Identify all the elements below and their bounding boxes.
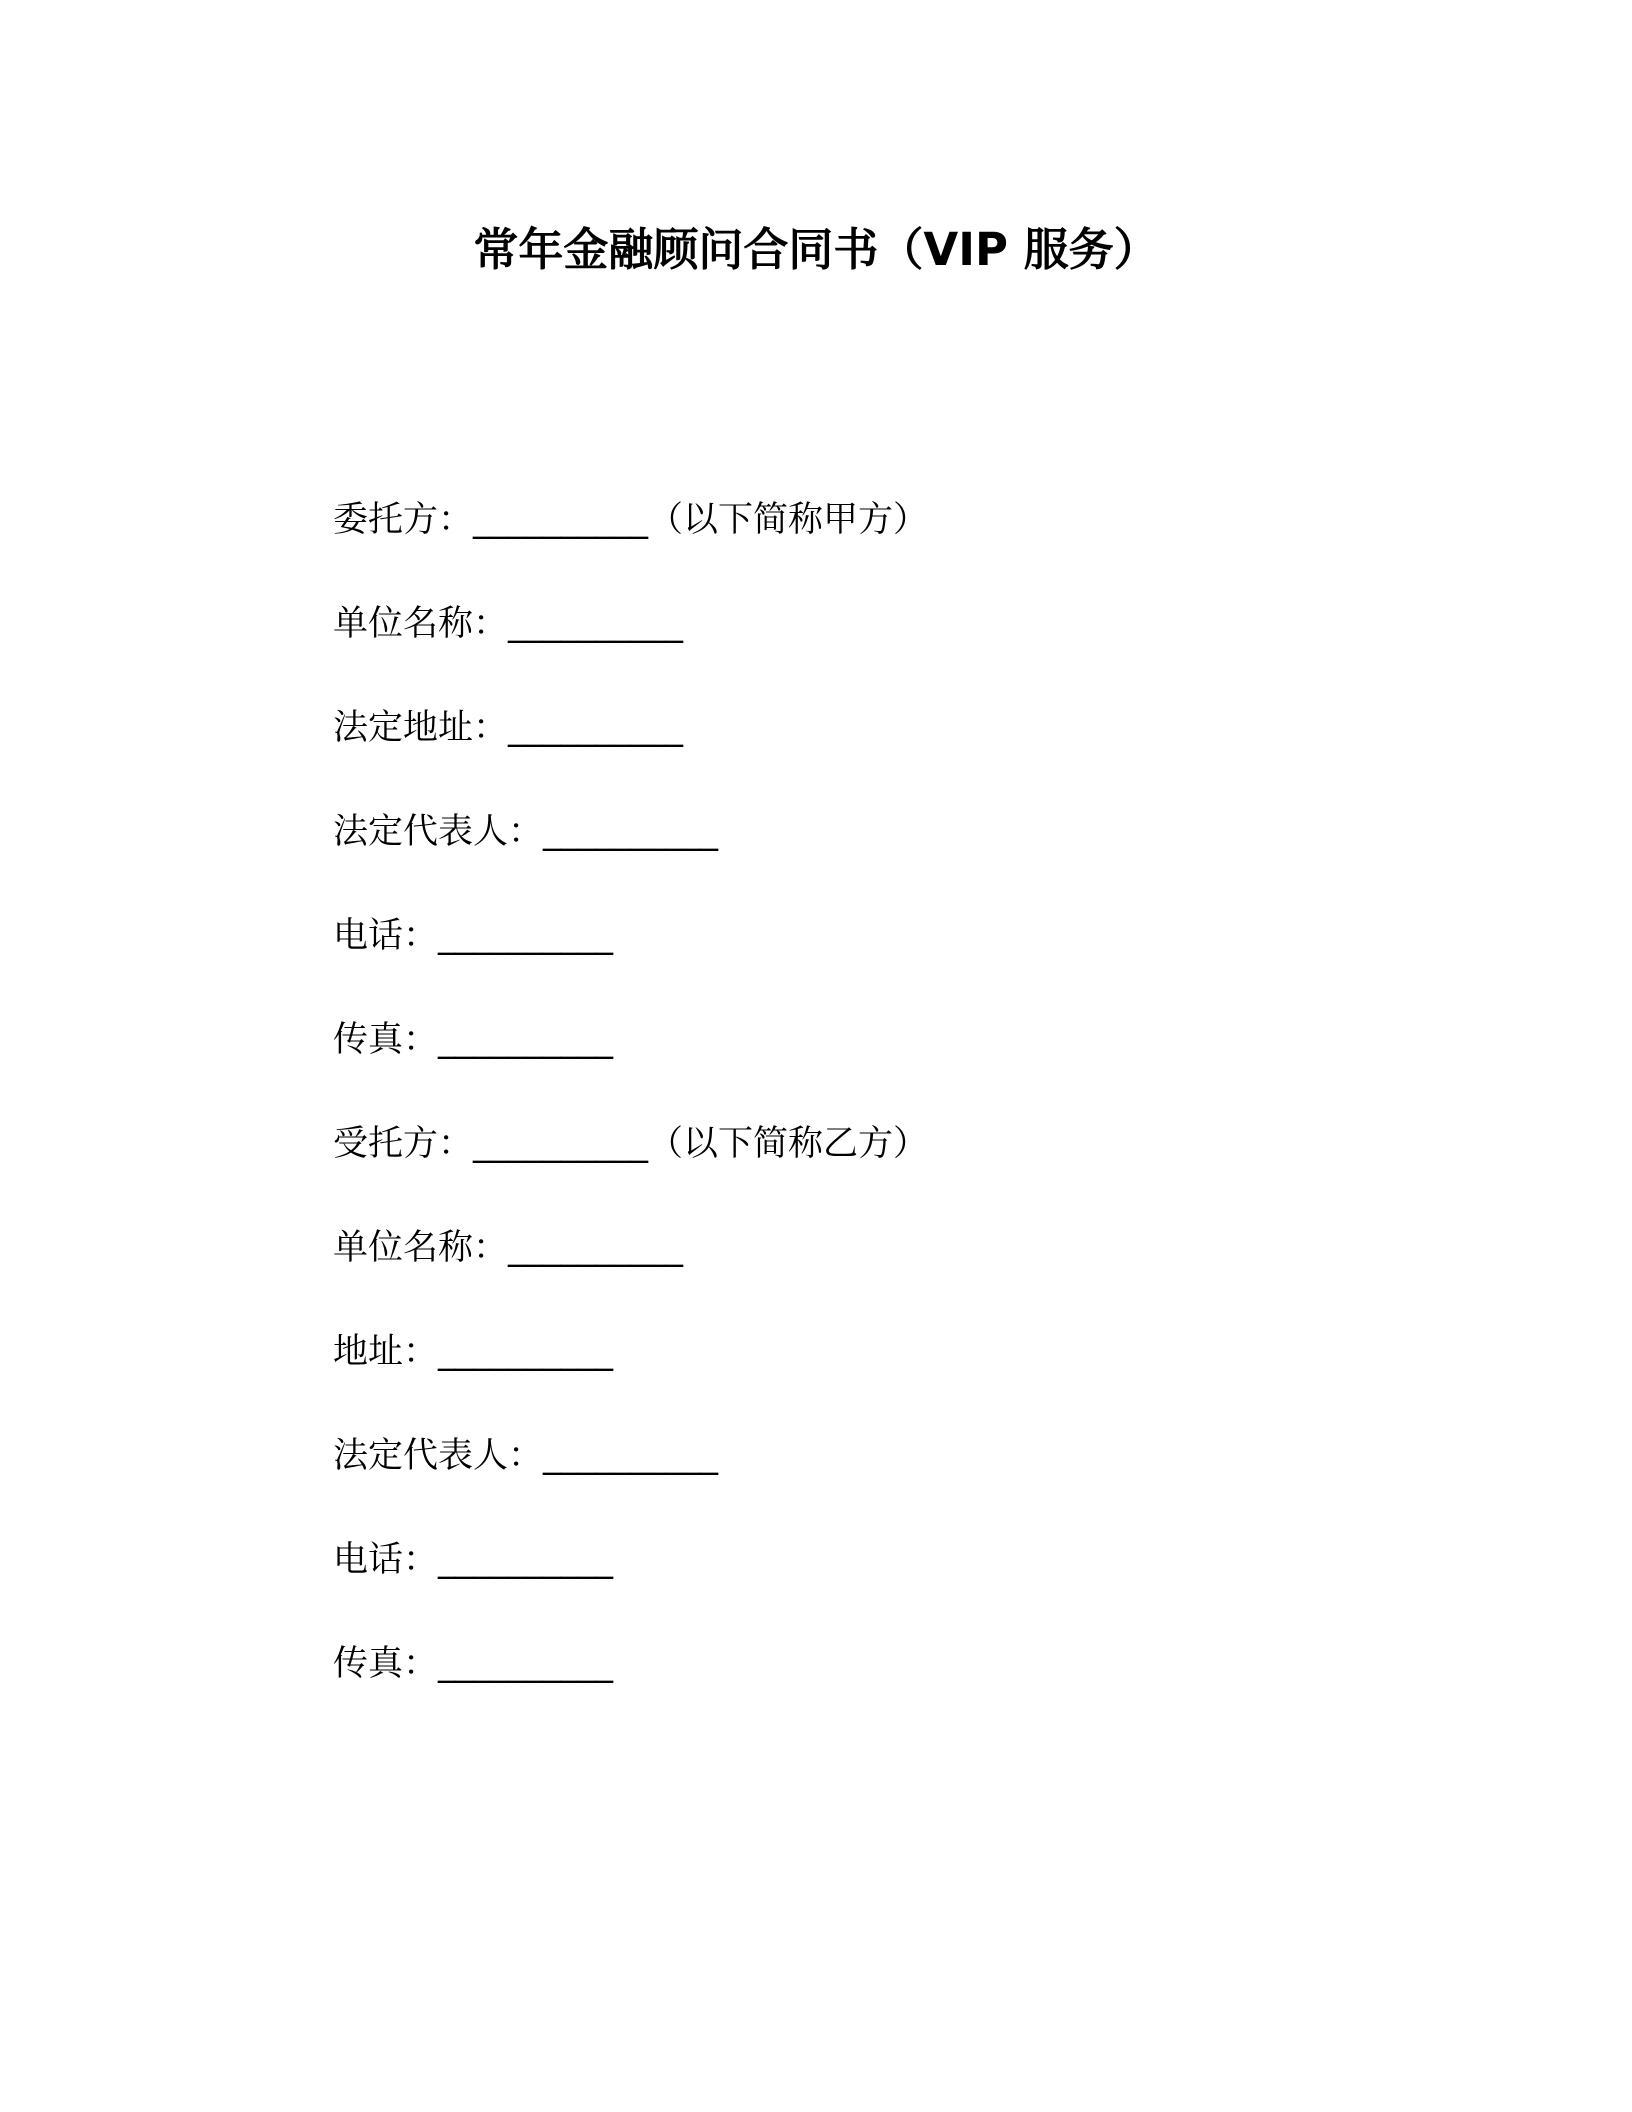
- party-info-section: [333, 492, 1433, 1740]
- agent-phone-line: 电话：__________: [333, 1540, 614, 1580]
- agent-company-name-line: 单位名称：__________: [333, 1228, 684, 1268]
- document-title: 常年金融顾问合同书（VIP 服务）: [473, 223, 1159, 276]
- client-legal-address-line: 法定地址：__________: [333, 708, 684, 748]
- client-fax-line: 传真：__________: [333, 1020, 614, 1060]
- client-phone-line: 电话：__________: [333, 916, 614, 956]
- client-party-line: 委托方：__________（以下简称甲方）: [333, 500, 929, 540]
- agent-fax-line: 传真：__________: [333, 1644, 614, 1684]
- agent-address-line: 地址：__________: [333, 1332, 614, 1372]
- client-legal-representative-line: 法定代表人：__________: [333, 812, 719, 852]
- client-company-name-line: 单位名称：__________: [333, 604, 684, 644]
- agent-party-line: 受托方：__________（以下简称乙方）: [333, 1124, 929, 1164]
- agent-legal-representative-line: 法定代表人：__________: [333, 1436, 719, 1476]
